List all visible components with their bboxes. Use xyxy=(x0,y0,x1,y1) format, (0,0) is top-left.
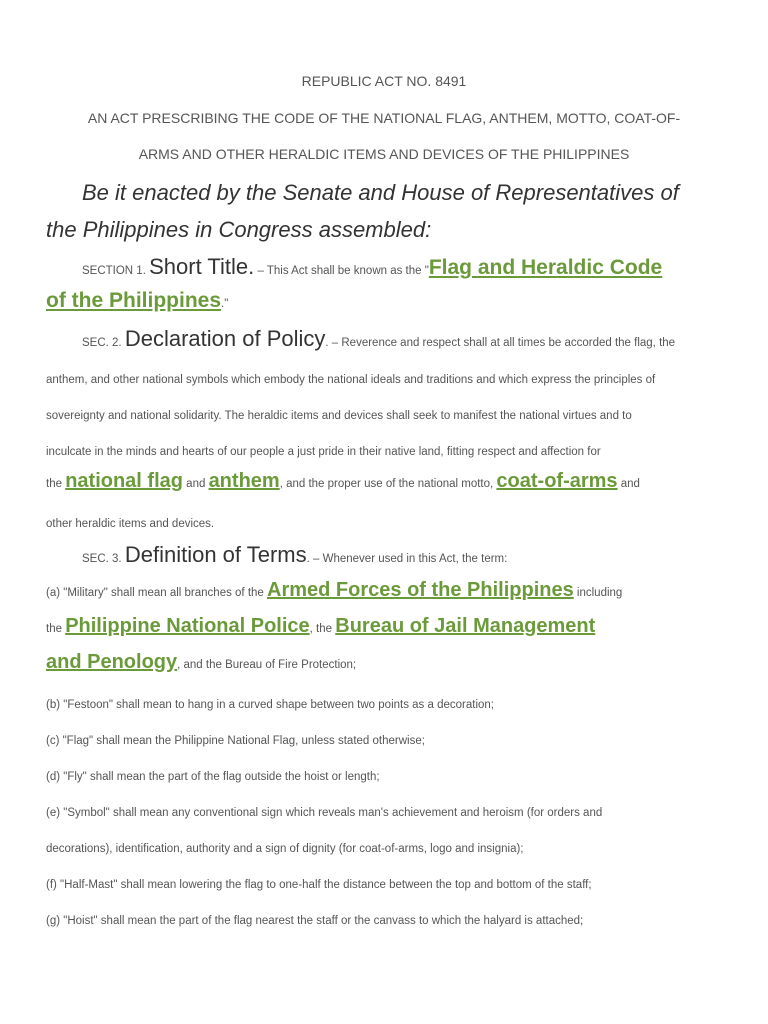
definition-a-text-2: including xyxy=(573,587,623,599)
section-1-end: ." xyxy=(221,298,229,310)
link-penology[interactable]: and Penology xyxy=(46,651,178,673)
section-3-line-1 xyxy=(82,542,507,568)
section-2-text-5d: and xyxy=(617,478,640,490)
definition-e-line-1: (e) "Symbol" shall mean any conventional sign which reveals man's achievement and heroism (for orders and xyxy=(46,807,603,819)
section-2-line-4: inculcate in the minds and hearts of our people a just pride in their native land, fitting respect and affection for xyxy=(46,446,601,458)
section-2-line-3: sovereignty and national solidarity. The heraldic items and devices shall seek to manifest the national virtues and to xyxy=(46,410,632,422)
act-title: REPUBLIC ACT NO. 8491 xyxy=(301,73,467,89)
link-pnp[interactable]: Philippine National Police xyxy=(65,615,310,637)
section-2-heading: Declaration of Policy xyxy=(124,326,326,351)
section-2-line-5 xyxy=(46,470,640,493)
definition-a-line-1 xyxy=(46,579,622,602)
section-3-text: . – Whenever used in this Act, the term: xyxy=(306,553,508,565)
section-2-text-5a: the xyxy=(46,478,66,490)
definition-g: (g) "Hoist" shall mean the part of the flag nearest the staff or the canvass to which the halyard is attached; xyxy=(46,915,584,927)
link-anthem[interactable]: anthem xyxy=(208,470,280,492)
act-subtitle-line-1: AN ACT PRESCRIBING THE CODE OF THE NATIONAL FLAG, ANTHEM, MOTTO, COAT-OF- xyxy=(87,110,681,126)
definition-a-line-2 xyxy=(46,615,595,638)
enacting-clause-line-2: the Philippines in Congress assembled: xyxy=(46,217,432,242)
section-1-number: SECTION 1. xyxy=(82,265,146,277)
definition-a-text-5: , and the Bureau of Fire Protection; xyxy=(177,659,357,671)
section-2-line-2: anthem, and other national symbols which embody the national ideals and traditions and which express the principles of xyxy=(46,374,656,386)
definition-a-line-3 xyxy=(46,651,356,674)
link-armed-forces[interactable]: Armed Forces of the Philippines xyxy=(267,579,574,601)
section-2-text-1: . – Reverence and respect shall at all times be accorded the flag, the xyxy=(325,337,676,349)
section-1-heading: Short Title. xyxy=(149,254,255,279)
definition-a-text-1: (a) "Military" shall mean all branches of the xyxy=(46,587,268,599)
definition-a-text-3: the xyxy=(46,623,66,635)
definition-e-line-2: decorations), identification, authority and a sign of dignity (for coat-of-arms, logo and insignia); xyxy=(46,843,524,855)
section-3-heading: Definition of Terms xyxy=(124,542,307,567)
link-coat-of-arms[interactable]: coat-of-arms xyxy=(496,470,618,492)
section-2-line-1 xyxy=(82,326,675,352)
definition-a-text-4: , the xyxy=(309,623,336,635)
section-1-text: – This Act shall be known as the " xyxy=(254,265,429,277)
definition-c: (c) "Flag" shall mean the Philippine National Flag, unless stated otherwise; xyxy=(46,735,425,747)
definition-f: (f) "Half-Mast" shall mean lowering the flag to one-half the distance between the top and bottom of the staff; xyxy=(46,879,592,891)
section-1-line-2 xyxy=(46,289,228,313)
link-of-the-philippines[interactable]: of the Philippines xyxy=(46,289,222,312)
link-national-flag[interactable]: national flag xyxy=(65,470,183,492)
section-1-line-1 xyxy=(82,254,662,280)
definition-d: (d) "Fly" shall mean the part of the flag outside the hoist or length; xyxy=(46,771,380,783)
link-bjmp[interactable]: Bureau of Jail Management xyxy=(335,615,596,637)
section-3-number: SEC. 3. xyxy=(82,553,122,565)
section-2-number: SEC. 2. xyxy=(82,337,122,349)
definition-b: (b) "Festoon" shall mean to hang in a curved shape between two points as a decoration; xyxy=(46,699,494,711)
link-flag-heraldic-code[interactable]: Flag and Heraldic Code xyxy=(428,256,663,279)
enacting-clause-line-1: Be it enacted by the Senate and House of Representatives of xyxy=(82,180,679,205)
section-2-line-6: other heraldic items and devices. xyxy=(46,518,215,530)
section-2-text-5b: and xyxy=(182,478,209,490)
section-2-text-5c: , and the proper use of the national motto, xyxy=(279,478,497,490)
act-subtitle-line-2: ARMS AND OTHER HERALDIC ITEMS AND DEVICES OF THE PHILIPPINES xyxy=(138,146,630,162)
